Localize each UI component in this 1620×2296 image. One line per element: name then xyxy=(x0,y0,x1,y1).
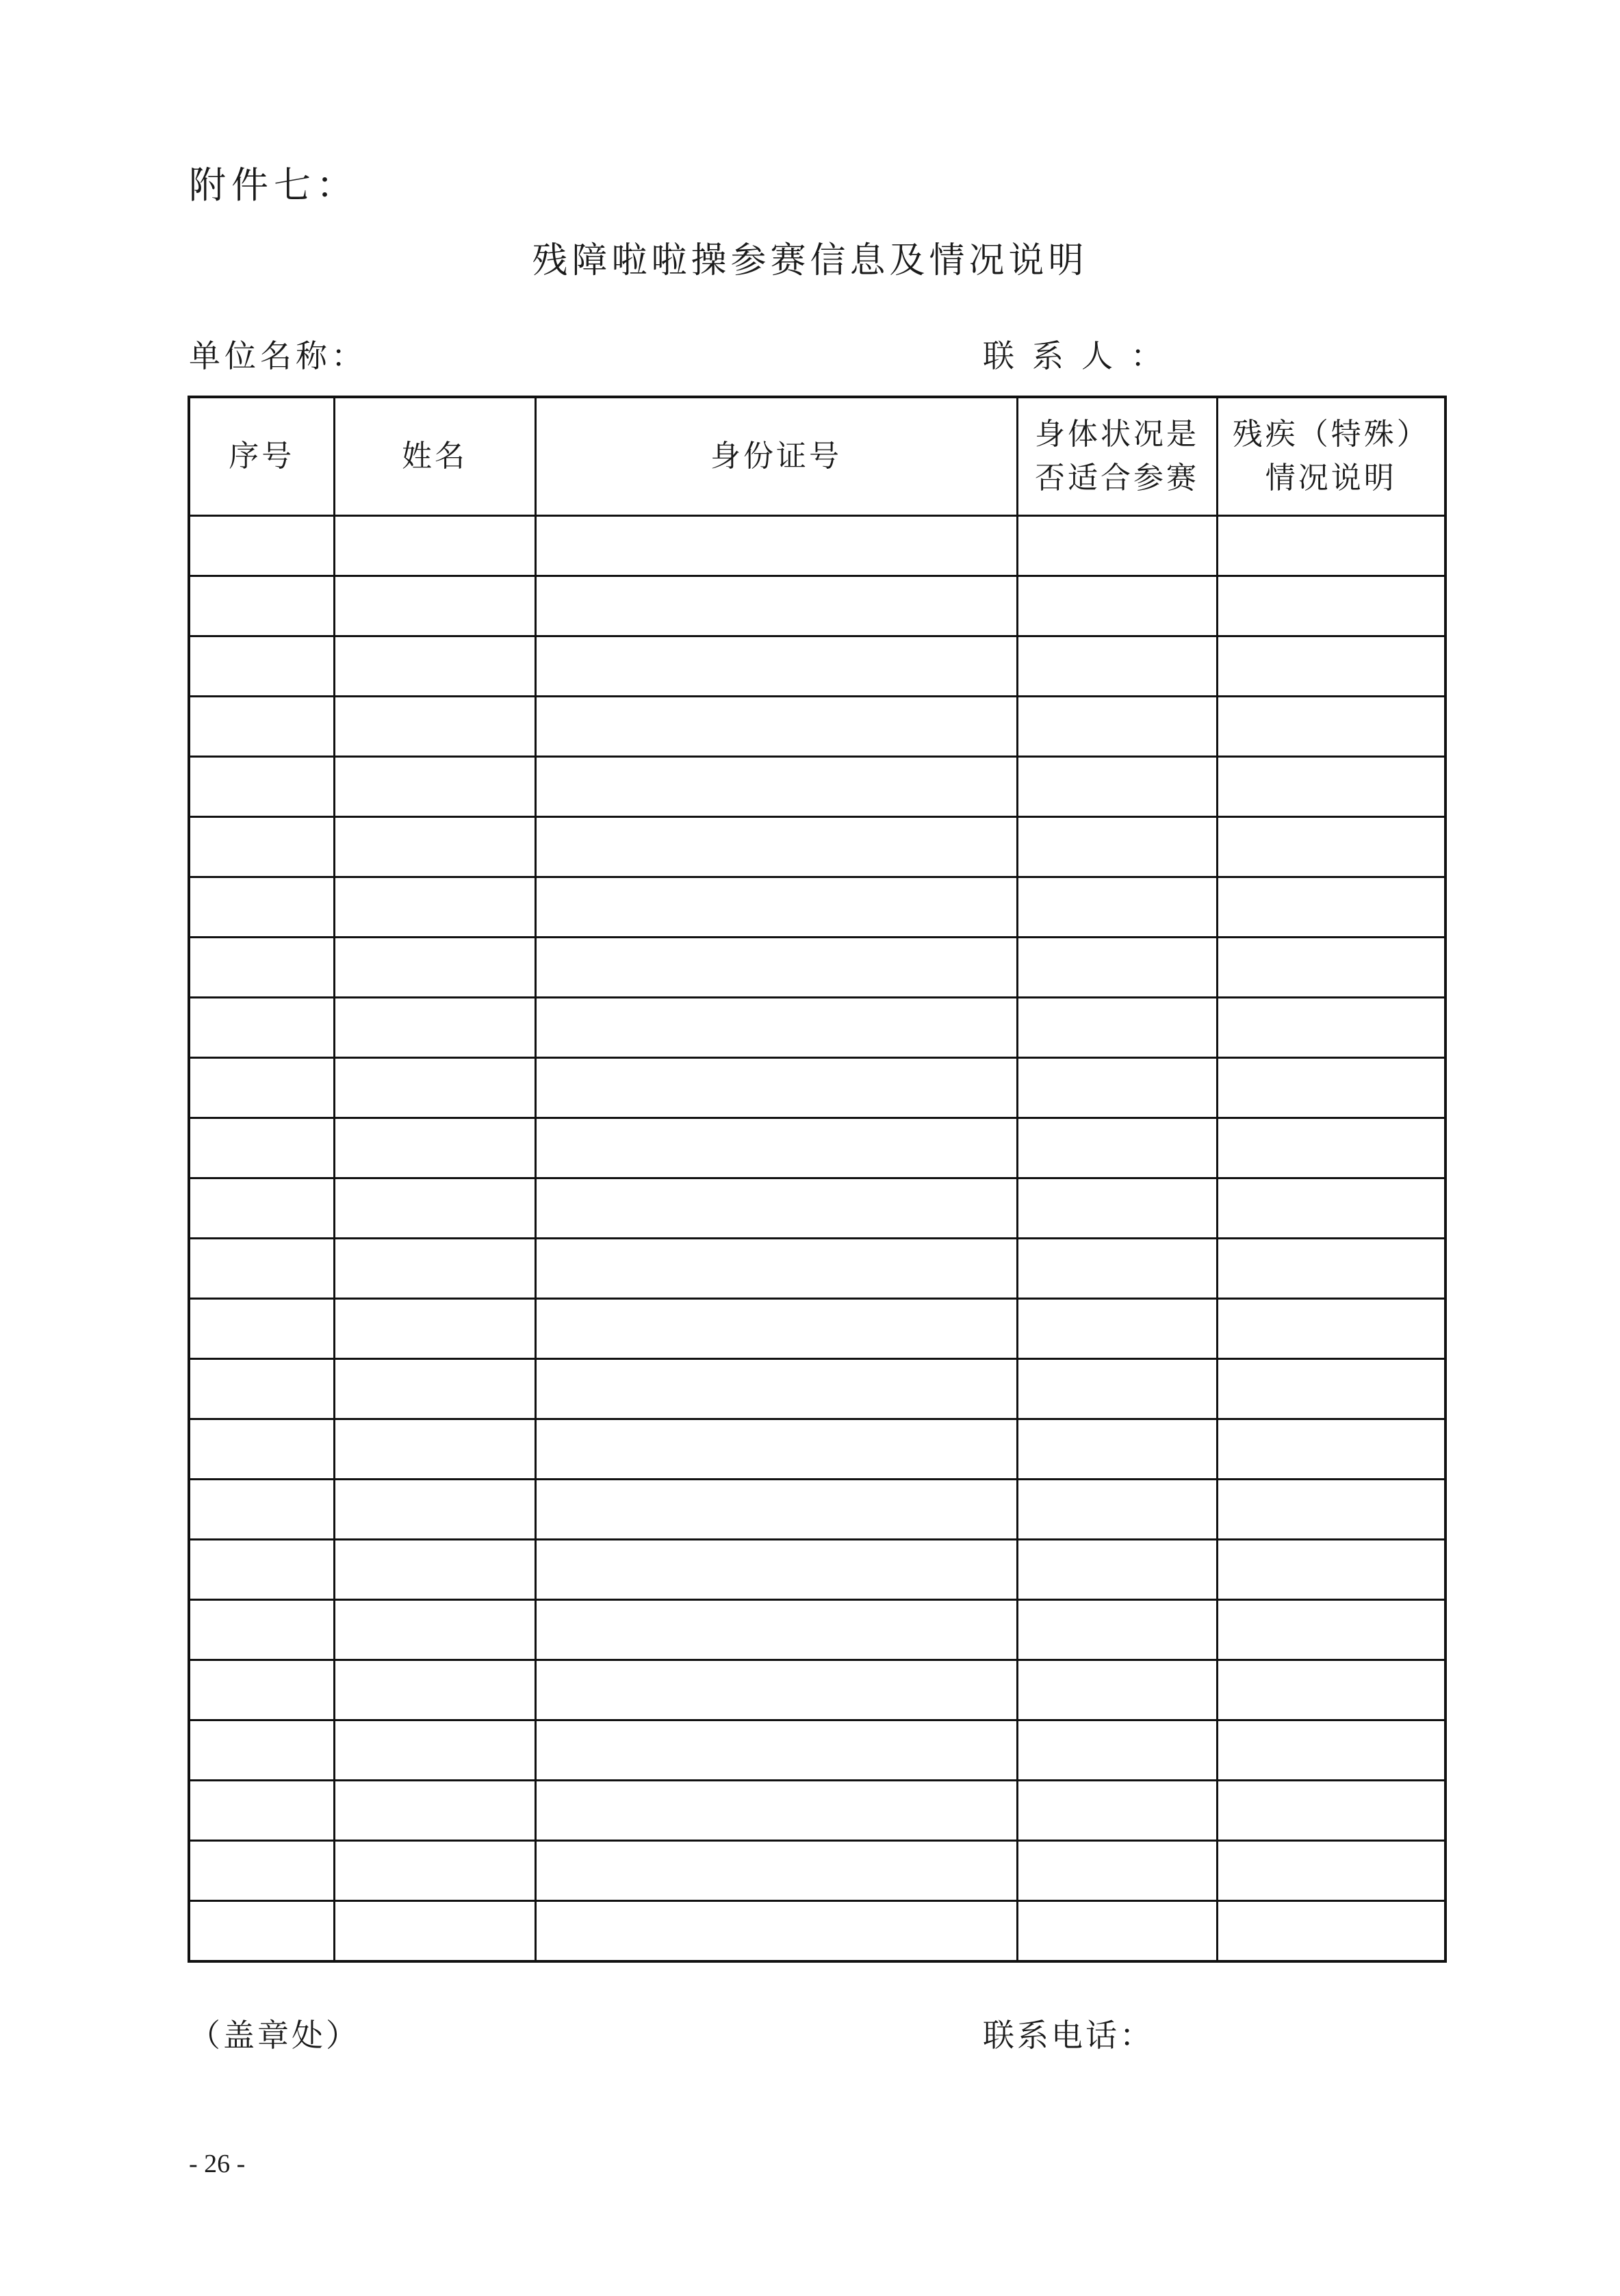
cell-id-number[interactable] xyxy=(535,1178,1017,1239)
cell-disability-notes[interactable] xyxy=(1217,1058,1445,1118)
table-row xyxy=(189,1660,1445,1720)
table-row xyxy=(189,1480,1445,1540)
cell-health-fit[interactable] xyxy=(1017,757,1217,817)
cell-id-number[interactable] xyxy=(535,1299,1017,1359)
table-row xyxy=(189,636,1445,697)
table-row xyxy=(189,697,1445,757)
cell-id-number[interactable] xyxy=(535,1720,1017,1781)
cell-disability-notes[interactable] xyxy=(1217,1540,1445,1600)
cell-health-fit[interactable] xyxy=(1017,1781,1217,1841)
cell-disability-notes[interactable] xyxy=(1217,576,1445,636)
cell-disability-notes[interactable] xyxy=(1217,1359,1445,1419)
cell-id-number[interactable] xyxy=(535,877,1017,938)
table-row xyxy=(189,1359,1445,1419)
cell-id-number[interactable] xyxy=(535,576,1017,636)
cell-health-fit[interactable] xyxy=(1017,877,1217,938)
cell-name[interactable] xyxy=(334,1841,535,1901)
cell-id-number[interactable] xyxy=(535,1118,1017,1178)
document-title: 残障啦啦操参赛信息及情况说明 xyxy=(532,240,1088,281)
cell-health-fit[interactable] xyxy=(1017,1720,1217,1781)
cell-disability-notes[interactable] xyxy=(1217,1841,1445,1901)
cell-disability-notes[interactable] xyxy=(1217,1660,1445,1720)
cell-disability-notes[interactable] xyxy=(1217,877,1445,938)
cell-name[interactable] xyxy=(334,1781,535,1841)
cell-id-number[interactable] xyxy=(535,636,1017,697)
cell-disability-notes[interactable] xyxy=(1217,817,1445,877)
contact-phone-label: 联系电话： xyxy=(983,2017,1154,2054)
cell-name[interactable] xyxy=(334,1058,535,1118)
cell-health-fit[interactable] xyxy=(1017,938,1217,998)
cell-disability-notes[interactable] xyxy=(1217,1118,1445,1178)
cell-serial-number[interactable] xyxy=(189,1058,334,1118)
cell-name[interactable] xyxy=(334,1660,535,1720)
cell-health-fit[interactable] xyxy=(1017,1600,1217,1660)
cell-id-number[interactable] xyxy=(535,1239,1017,1299)
cell-serial-number[interactable] xyxy=(189,1480,334,1540)
cell-disability-notes[interactable] xyxy=(1217,998,1445,1058)
cell-name[interactable] xyxy=(334,1299,535,1359)
cell-serial-number[interactable] xyxy=(189,1359,334,1419)
cell-disability-notes[interactable] xyxy=(1217,757,1445,817)
cell-serial-number[interactable] xyxy=(189,1419,334,1480)
stamp-label: （盖章处） xyxy=(189,2017,360,2054)
table-row xyxy=(189,817,1445,877)
cell-serial-number[interactable] xyxy=(189,1239,334,1299)
cell-serial-number[interactable] xyxy=(189,1600,334,1660)
cell-serial-number[interactable] xyxy=(189,757,334,817)
cell-id-number[interactable] xyxy=(535,1058,1017,1118)
table-row xyxy=(189,1781,1445,1841)
cell-serial-number[interactable] xyxy=(189,938,334,998)
cell-id-number[interactable] xyxy=(535,1660,1017,1720)
cell-disability-notes[interactable] xyxy=(1217,1239,1445,1299)
cell-disability-notes[interactable] xyxy=(1217,1720,1445,1781)
cell-serial-number[interactable] xyxy=(189,1118,334,1178)
cell-id-number[interactable] xyxy=(535,516,1017,576)
cell-serial-number[interactable] xyxy=(189,1540,334,1600)
cell-id-number[interactable] xyxy=(535,1781,1017,1841)
cell-disability-notes[interactable] xyxy=(1217,1299,1445,1359)
cell-health-fit[interactable] xyxy=(1017,516,1217,576)
unit-name-label: 单位名称： xyxy=(189,337,367,374)
table-row xyxy=(189,1118,1445,1178)
table-row xyxy=(189,757,1445,817)
cell-name[interactable] xyxy=(334,1540,535,1600)
cell-name[interactable] xyxy=(334,938,535,998)
table-row xyxy=(189,1178,1445,1239)
cell-name[interactable] xyxy=(334,1600,535,1660)
table-row xyxy=(189,1239,1445,1299)
table-row xyxy=(189,1299,1445,1359)
table-row xyxy=(189,877,1445,938)
cell-health-fit[interactable] xyxy=(1017,636,1217,697)
contact-person-label: 联系人： xyxy=(983,337,1180,374)
cell-serial-number[interactable] xyxy=(189,1720,334,1781)
cell-serial-number[interactable] xyxy=(189,1841,334,1901)
cell-name[interactable] xyxy=(334,998,535,1058)
cell-disability-notes[interactable] xyxy=(1217,938,1445,998)
table-row xyxy=(189,1720,1445,1781)
cell-name[interactable] xyxy=(334,1901,535,1962)
cell-serial-number[interactable] xyxy=(189,1660,334,1720)
cell-serial-number[interactable] xyxy=(189,1299,334,1359)
cell-serial-number[interactable] xyxy=(189,877,334,938)
table-header-row xyxy=(189,397,1445,516)
cell-health-fit[interactable] xyxy=(1017,1540,1217,1600)
cell-disability-notes[interactable] xyxy=(1217,636,1445,697)
cell-serial-number[interactable] xyxy=(189,576,334,636)
cell-id-number[interactable] xyxy=(535,1600,1017,1660)
cell-health-fit[interactable] xyxy=(1017,1660,1217,1720)
cell-id-number[interactable] xyxy=(535,1841,1017,1901)
table-row xyxy=(189,516,1445,576)
cell-health-fit[interactable] xyxy=(1017,817,1217,877)
cell-health-fit[interactable] xyxy=(1017,1118,1217,1178)
cell-health-fit[interactable] xyxy=(1017,1841,1217,1901)
cell-name[interactable] xyxy=(334,636,535,697)
cell-health-fit[interactable] xyxy=(1017,1299,1217,1359)
cell-health-fit[interactable] xyxy=(1017,1419,1217,1480)
attachment-label: 附件七： xyxy=(189,164,359,207)
cell-id-number[interactable] xyxy=(535,998,1017,1058)
table-row xyxy=(189,1600,1445,1660)
cell-serial-number[interactable] xyxy=(189,516,334,576)
cell-disability-notes[interactable] xyxy=(1217,1781,1445,1841)
cell-name[interactable] xyxy=(334,1239,535,1299)
cell-health-fit[interactable] xyxy=(1017,1901,1217,1962)
cell-id-number[interactable] xyxy=(535,817,1017,877)
cell-serial-number[interactable] xyxy=(189,697,334,757)
cell-name[interactable] xyxy=(334,817,535,877)
table-row xyxy=(189,1419,1445,1480)
cell-id-number[interactable] xyxy=(535,757,1017,817)
cell-id-number[interactable] xyxy=(535,1359,1017,1419)
table-row xyxy=(189,1901,1445,1962)
table-row xyxy=(189,998,1445,1058)
registration-table xyxy=(188,396,1447,1963)
cell-serial-number[interactable] xyxy=(189,817,334,877)
cell-name[interactable] xyxy=(334,877,535,938)
cell-name[interactable] xyxy=(334,1118,535,1178)
page-number: - 26 - xyxy=(189,2150,246,2178)
header-id-number: 身份证号 xyxy=(535,397,1017,516)
cell-serial-number[interactable] xyxy=(189,636,334,697)
cell-id-number[interactable] xyxy=(535,1901,1017,1962)
cell-disability-notes[interactable] xyxy=(1217,1901,1445,1962)
cell-name[interactable] xyxy=(334,1480,535,1540)
cell-serial-number[interactable] xyxy=(189,998,334,1058)
cell-name[interactable] xyxy=(334,1720,535,1781)
cell-name[interactable] xyxy=(334,576,535,636)
header-health-fit: 身体状况是 否适合参赛 xyxy=(1017,397,1217,516)
cell-health-fit[interactable] xyxy=(1017,576,1217,636)
table-body xyxy=(189,516,1445,1962)
cell-disability-notes[interactable] xyxy=(1217,697,1445,757)
header-disability-notes: 残疾（特殊） 情况说明 xyxy=(1217,397,1445,516)
cell-serial-number[interactable] xyxy=(189,1901,334,1962)
cell-health-fit[interactable] xyxy=(1017,1480,1217,1540)
cell-serial-number[interactable] xyxy=(189,1781,334,1841)
cell-name[interactable] xyxy=(334,1178,535,1239)
cell-disability-notes[interactable] xyxy=(1217,516,1445,576)
table-row xyxy=(189,1841,1445,1901)
cell-disability-notes[interactable] xyxy=(1217,1419,1445,1480)
table-row xyxy=(189,576,1445,636)
header-name: 姓名 xyxy=(334,397,535,516)
cell-name[interactable] xyxy=(334,1359,535,1419)
cell-id-number[interactable] xyxy=(535,697,1017,757)
cell-name[interactable] xyxy=(334,516,535,576)
cell-disability-notes[interactable] xyxy=(1217,1480,1445,1540)
table-row xyxy=(189,1540,1445,1600)
cell-disability-notes[interactable] xyxy=(1217,1178,1445,1239)
cell-id-number[interactable] xyxy=(535,1480,1017,1540)
cell-name[interactable] xyxy=(334,757,535,817)
header-serial-number: 序号 xyxy=(189,397,334,516)
cell-health-fit[interactable] xyxy=(1017,1178,1217,1239)
table-row xyxy=(189,1058,1445,1118)
cell-id-number[interactable] xyxy=(535,1419,1017,1480)
cell-health-fit[interactable] xyxy=(1017,1359,1217,1419)
cell-health-fit[interactable] xyxy=(1017,697,1217,757)
cell-serial-number[interactable] xyxy=(189,1178,334,1239)
cell-name[interactable] xyxy=(334,1419,535,1480)
cell-id-number[interactable] xyxy=(535,1540,1017,1600)
cell-id-number[interactable] xyxy=(535,938,1017,998)
cell-name[interactable] xyxy=(334,697,535,757)
cell-health-fit[interactable] xyxy=(1017,1058,1217,1118)
table-row xyxy=(189,938,1445,998)
cell-disability-notes[interactable] xyxy=(1217,1600,1445,1660)
cell-health-fit[interactable] xyxy=(1017,1239,1217,1299)
cell-health-fit[interactable] xyxy=(1017,998,1217,1058)
